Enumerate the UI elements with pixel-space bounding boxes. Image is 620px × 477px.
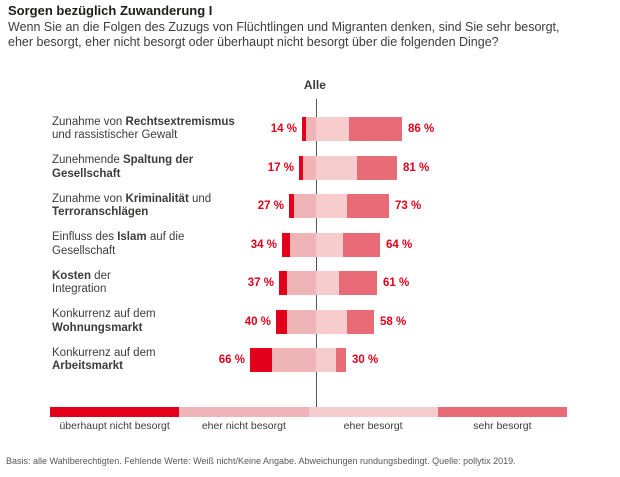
bar-segment-ueberhaupt-nicht-besorgt [282,233,290,257]
bar-segment-eher-besorgt [316,156,357,180]
legend-swatch-3 [309,407,438,417]
value-label-right: 86 % [408,123,435,135]
footnote: Basis: alle Wahlberechtigten. Fehlende Werte: Weiß nicht/Keine Angabe. Abweichungen rundungsbedingt. Quelle: pollytix 2019. [6,456,516,466]
legend-label-1: überhaupt nicht besorgt [59,420,170,432]
value-label-left: 17 % [267,161,294,174]
category-label: Kosten der Integration [52,269,111,295]
category-label: Konkurrenz auf dem Arbeitsmarkt [52,346,156,372]
legend-swatch-2 [179,407,308,417]
bar-segment-eher-besorgt [316,348,336,372]
legend-label-2: eher nicht besorgt [201,420,286,432]
value-label-left: 14 % [270,123,297,135]
bar-segment-eher-besorgt [316,271,339,295]
bar-segment-sehr-besorgt [357,156,397,180]
bar-segment-eher-nicht-besorgt [306,117,316,141]
bar-segment-eher-nicht-besorgt [294,194,316,218]
page-title: Sorgen bezüglich Zuwanderung I [8,3,213,18]
bar-segment-sehr-besorgt [336,348,346,372]
bar-segment-ueberhaupt-nicht-besorgt [279,271,287,295]
value-label-right: 81 % [403,161,430,174]
bar-segment-eher-besorgt [316,310,347,334]
bar-segment-eher-besorgt [316,233,343,257]
category-label: Zunehmende Spaltung der Gesellschaft [52,154,194,180]
bar-segment-sehr-besorgt [343,233,380,257]
value-label-left: 37 % [247,277,274,289]
value-label-right: 73 % [395,200,422,212]
bar-segment-eher-nicht-besorgt [287,271,316,295]
category-label: Konkurrenz auf dem Wohnungsmarkt [52,308,156,334]
legend-label-3: eher besorgt [343,420,403,432]
value-label-left: 34 % [250,238,277,251]
bar-segment-ueberhaupt-nicht-besorgt [276,310,287,334]
value-label-left: 27 % [257,200,284,212]
bar-segment-eher-nicht-besorgt [287,310,316,334]
bar-segment-eher-nicht-besorgt [290,233,316,257]
bar-segment-eher-nicht-besorgt [272,348,316,372]
bar-segment-sehr-besorgt [347,310,374,334]
value-label-right: 58 % [380,315,407,328]
legend-swatch-1 [50,407,179,417]
legend-label-4: sehr besorgt [473,420,532,432]
bar-segment-eher-besorgt [316,194,347,218]
bar-segment-sehr-besorgt [347,194,389,218]
group-header-alle: Alle [303,78,326,92]
legend-swatch-4 [438,407,567,417]
category-label: Einfluss des Islam auf die Gesellschaft [52,231,185,257]
value-label-right: 64 % [386,238,413,251]
value-label-right: 30 % [352,354,379,366]
value-label-left: 40 % [244,315,271,328]
category-label: Zunahme von Rechtsextremismus und rassistischer Gewalt [52,115,235,141]
bar-segment-ueberhaupt-nicht-besorgt [250,348,272,372]
chart-subtitle: Wenn Sie an die Folgen des Zuzugs von Flüchtlingen und Migranten denken, sind Sie sehr besorgt, eher besorgt, eher nicht besorgt oder überhaupt nicht besorgt über die folgenden Dinge? [8,20,560,49]
bar-segment-sehr-besorgt [339,271,377,295]
value-label-right: 61 % [383,277,410,289]
bar-segment-eher-besorgt [316,117,349,141]
bar-segment-sehr-besorgt [349,117,402,141]
value-label-left: 66 % [218,354,245,366]
bar-segment-eher-nicht-besorgt [303,156,316,180]
category-label: Zunahme von Kriminalität und Terroranschlägen [52,192,212,218]
